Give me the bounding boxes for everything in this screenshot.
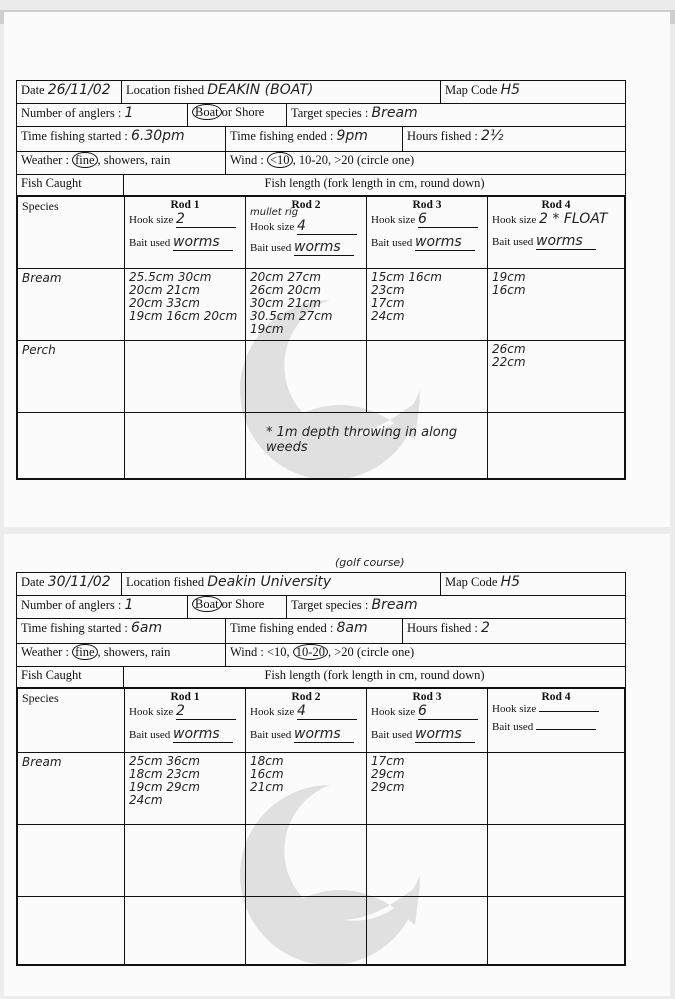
catch-row: [18, 269, 625, 341]
start-value: 6.30pm: [130, 128, 185, 144]
date-label: Date: [21, 575, 45, 589]
rod-column-4: [488, 197, 625, 269]
species-header: Species: [18, 689, 125, 753]
species-cell: Perch: [18, 341, 125, 413]
wind-other-options: , 10-20, >20 (circle one): [292, 153, 415, 167]
hours-value: 2½: [480, 128, 504, 144]
start-label: Time fishing started :: [21, 621, 128, 635]
catch-value: 24cm: [129, 793, 163, 807]
fish-length-header: Fish length (fork length in cm, round down): [264, 668, 485, 682]
weather-field: [17, 644, 226, 666]
location-note: (golf course): [335, 556, 405, 569]
catch-value: 18cm 23cm: [129, 767, 200, 781]
rod-column-3: [367, 689, 488, 753]
weather-label: Weather :: [21, 645, 69, 659]
end-label: Time fishing ended :: [230, 129, 334, 143]
species-cell: [18, 897, 125, 965]
rod-label: Rod 4: [541, 691, 571, 703]
bait-value: worms: [173, 726, 233, 743]
catch-cell: [246, 269, 367, 341]
catch-cell: [367, 825, 488, 897]
date-label: Date: [21, 83, 45, 97]
catch-value: 20cm 27cm: [250, 270, 321, 284]
catch-value: 22cm: [492, 355, 526, 369]
rod-column-2: [246, 689, 367, 753]
boat-option: Boat: [192, 104, 222, 120]
catch-cell: [246, 897, 367, 965]
bait-value: [536, 729, 596, 730]
weather-fine-option: fine: [72, 644, 97, 660]
location-field: [122, 573, 441, 595]
location-value: Deakin University: [207, 574, 332, 590]
catch-value: 25cm 36cm: [129, 754, 200, 768]
date-value: 26/11/02: [47, 82, 111, 98]
time-ended-field: [226, 127, 403, 151]
bait-value: worms: [294, 239, 354, 256]
hook-label: Hook size: [250, 221, 295, 233]
catch-value: 30.5cm 27cm 19cm: [250, 309, 333, 336]
hook-label: Hook size: [129, 214, 174, 226]
catch-cell: [367, 341, 488, 413]
wind-label: Wind :: [230, 153, 264, 167]
catch-table: [17, 688, 625, 965]
bait-value: worms: [536, 233, 596, 250]
species-cell: [18, 825, 125, 897]
target-species-field: [287, 596, 625, 618]
date-field: [17, 81, 122, 103]
catch-value: 30cm 21cm: [250, 296, 321, 310]
shore-option: or Shore: [221, 105, 265, 119]
rod-label: Rod 3: [412, 691, 442, 703]
catch-row: [18, 825, 625, 897]
boat-option: Boat: [192, 596, 222, 612]
rod-label: Rod 2: [291, 199, 321, 211]
catch-value: 18cm: [250, 754, 284, 768]
fish-caught-label: Fish Caught: [17, 175, 124, 195]
catch-value: 26cm 20cm: [250, 283, 321, 297]
wind-lt10-option: <10: [267, 152, 293, 168]
catch-cell: [488, 341, 625, 413]
bait-label: Bait used: [129, 237, 171, 249]
fish-caught-label: Fish Caught: [17, 667, 124, 687]
catch-cell: [246, 753, 367, 825]
catch-cell: [488, 413, 625, 479]
time-started-field: [17, 127, 226, 151]
bait-value: worms: [294, 726, 354, 743]
catch-cell: [125, 897, 246, 965]
hook-value: 2: [176, 703, 236, 720]
fishing-record-card-1: [16, 80, 626, 480]
catch-cell: [125, 341, 246, 413]
catch-value: 19cm: [492, 270, 526, 284]
catch-value: 20cm 21cm: [129, 283, 200, 297]
catch-value: 29cm: [371, 780, 405, 794]
location-value: DEAKIN (BOAT): [207, 82, 314, 98]
hours-fished-field: [403, 127, 625, 151]
bait-value: worms: [415, 234, 475, 251]
hook-label: Hook size: [371, 214, 416, 226]
bait-label: Bait used: [371, 729, 413, 741]
hours-label: Hours fished :: [407, 129, 478, 143]
species-cell: Bream: [18, 269, 125, 341]
catch-value: 16cm: [492, 283, 526, 297]
hook-value: 2 * FLOAT: [539, 211, 608, 227]
time-started-field: [17, 619, 226, 643]
catch-row: [18, 753, 625, 825]
target-label: Target species :: [291, 598, 369, 612]
hours-value: 2: [480, 620, 490, 636]
hook-value: [539, 711, 599, 712]
location-label: Location fished: [126, 83, 205, 97]
catch-value: 17cm: [371, 754, 405, 768]
wind-label: Wind : <10,: [230, 645, 290, 659]
catch-cell: [367, 753, 488, 825]
rod-column-2: [246, 197, 367, 269]
location-field: [122, 81, 441, 103]
end-label: Time fishing ended :: [230, 621, 334, 635]
hook-label: Hook size: [129, 706, 174, 718]
wind-field: [226, 644, 625, 666]
catch-cell: [488, 269, 625, 341]
catch-table: [17, 196, 625, 479]
wind-field: [226, 152, 625, 174]
target-species-field: [287, 104, 625, 126]
catch-row: [18, 897, 625, 965]
catch-value: 16cm: [250, 767, 284, 781]
catch-cell: [125, 753, 246, 825]
species-cell: [18, 413, 125, 479]
rod-label: Rod 1: [170, 199, 200, 211]
weather-field: [17, 152, 226, 174]
map-code-value: H5: [500, 574, 520, 590]
rod-column-1: [125, 689, 246, 753]
map-code-value: H5: [500, 82, 520, 98]
map-code-label: Map Code: [445, 83, 498, 97]
shore-option: or Shore: [221, 597, 265, 611]
rod-label: Rod 3: [412, 199, 442, 211]
hook-value: 2: [176, 211, 236, 228]
wind-other-options: , >20 (circle one): [327, 645, 415, 659]
location-label: Location fished: [126, 575, 205, 589]
hours-fished-field: [403, 619, 625, 643]
weather-other-options: , showers, rain: [97, 153, 171, 167]
weather-label: Weather :: [21, 153, 69, 167]
bait-value: worms: [173, 234, 233, 251]
catch-value: 23cm: [371, 283, 405, 297]
hook-value: 4: [297, 218, 357, 235]
weather-other-options: , showers, rain: [97, 645, 171, 659]
catch-cell: [488, 825, 625, 897]
wind-1020-option: 10-20: [293, 644, 328, 660]
catch-row: [18, 413, 625, 479]
target-label: Target species :: [291, 106, 369, 120]
anglers-field: [17, 104, 188, 126]
start-label: Time fishing started :: [21, 129, 128, 143]
date-field: [17, 573, 122, 595]
date-value: 30/11/02: [47, 574, 111, 590]
hook-label: Hook size: [250, 706, 295, 718]
catch-value: 26cm: [492, 342, 526, 356]
hook-label: Hook size: [492, 703, 537, 715]
anglers-value: 1: [124, 597, 134, 613]
rod-label: Rod 4: [541, 199, 571, 211]
bait-label: Bait used: [492, 236, 534, 248]
catch-cell: [125, 269, 246, 341]
anglers-label: Number of anglers :: [21, 106, 122, 120]
catch-value: 25.5cm 30cm: [129, 270, 212, 284]
map-code-label: Map Code: [445, 575, 498, 589]
catch-value: 29cm: [371, 767, 405, 781]
catch-value: 19cm 16cm 20cm: [129, 309, 238, 323]
target-value: Bream: [371, 597, 418, 613]
bait-label: Bait used: [492, 721, 534, 733]
species-header: Species: [18, 197, 125, 269]
catch-cell: [246, 341, 367, 413]
weather-fine-option: fine: [72, 152, 97, 168]
catch-value: 17cm: [371, 296, 405, 310]
catch-row: [18, 341, 625, 413]
hook-label: Hook size: [492, 214, 537, 226]
hook-value: 6: [418, 703, 478, 720]
end-value: 8am: [336, 620, 368, 636]
hook-value: 6: [418, 211, 478, 228]
end-value: 9pm: [336, 128, 368, 144]
catch-value: 21cm: [250, 780, 284, 794]
catch-value: 20cm 33cm: [129, 296, 200, 310]
fishing-record-card-2: [16, 572, 626, 966]
map-code-field: [441, 573, 625, 595]
time-ended-field: [226, 619, 403, 643]
bait-label: Bait used: [250, 729, 292, 741]
rod-note: mullet rig: [250, 207, 299, 218]
hours-label: Hours fished :: [407, 621, 478, 635]
bait-label: Bait used: [250, 242, 292, 254]
catch-cell: [125, 825, 246, 897]
boat-shore-field: [188, 104, 287, 126]
handwritten-note: * 1m depth throwing in along weeds: [246, 413, 488, 479]
catch-value: 15cm 16cm: [371, 270, 442, 284]
map-code-field: [441, 81, 625, 103]
rod-label: Rod 1: [170, 691, 200, 703]
fish-length-header: Fish length (fork length in cm, round down): [264, 176, 485, 190]
rod-label: Rod 2: [291, 691, 321, 703]
rod-column-4: [488, 689, 625, 753]
hook-value: 4: [297, 703, 357, 720]
hook-label: Hook size: [371, 706, 416, 718]
bait-label: Bait used: [129, 729, 171, 741]
catch-cell: [367, 897, 488, 965]
species-cell: Bream: [18, 753, 125, 825]
rod-column-3: [367, 197, 488, 269]
rod-column-1: [125, 197, 246, 269]
boat-shore-field: [188, 596, 287, 618]
start-value: 6am: [130, 620, 163, 636]
target-value: Bream: [371, 105, 418, 121]
anglers-value: 1: [124, 105, 134, 121]
catch-cell: [488, 753, 625, 825]
catch-value: 24cm: [371, 309, 405, 323]
catch-value: 19cm 29cm: [129, 780, 200, 794]
catch-cell: [367, 269, 488, 341]
catch-cell: [246, 825, 367, 897]
anglers-label: Number of anglers :: [21, 598, 122, 612]
catch-cell: [125, 413, 246, 479]
anglers-field: [17, 596, 188, 618]
bait-value: worms: [415, 726, 475, 743]
catch-cell: [488, 897, 625, 965]
bait-label: Bait used: [371, 237, 413, 249]
